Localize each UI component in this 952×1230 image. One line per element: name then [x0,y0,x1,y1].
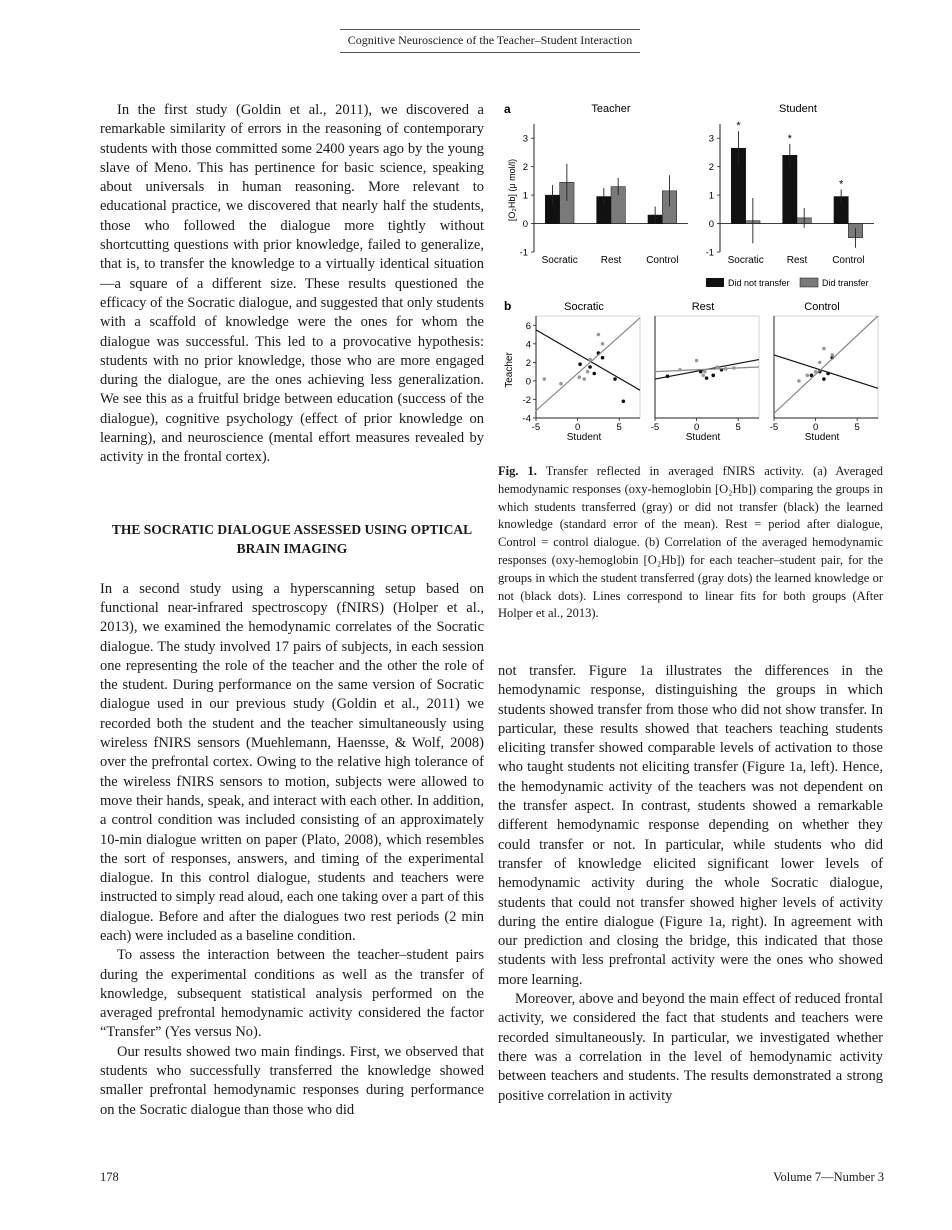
socratic-scatter-title: Socratic [564,301,604,313]
socratic-data-point [597,333,601,337]
socratic-data-point [577,375,581,379]
socratic-y-tick-label: 4 [525,339,531,351]
control-data-point [826,372,830,376]
control-x-tick-label: -5 [769,422,779,433]
socratic-x-tick-label: -5 [531,422,541,433]
paragraph: To assess the interaction between the teacher–student pairs during the experimental conditions as well as the transfer of knowledge, subsequent statistical analysis performed on the averaged prefrontal hemodynamic activity considered the factor “Transfer” (Yes versus No). [100,947,484,1041]
bar-y-axis-label: [O₂Hb] (μ mol/l) [507,158,517,222]
teacher-y-tick-label: 3 [522,133,528,145]
control-data-point [822,347,826,351]
paragraph: not transfer. Figure 1a illustrates the differences in the hemodynamic response, distinguishing the groups in which students showed transfer from those who did not show transfer. In particular, these results showed that teachers teaching students eliciting transfer showed comparable levels of activation to those who taught students not eliciting transfer (Figure 1a, left). Hence, the hemodynamic activity of the teachers was not dependent on the transfer aspect. In contrast, students showed a remarkable different hemodynamic response depending on whether they could transfer or not. In particular, while students who did transfer of knowledge elicited significant lower levels of hemodynamic activity during the whole Socratic dialogue, students that could not transfer showed higher levels of activity during the entire dialogue (Figure 1a, right). In agreement with our prediction and closing the bridge, this indicated that those students with less prefrontal activity were the ones who showed more learning. [498,663,883,988]
section-heading: THE SOCRATIC DIALOGUE ASSESSED USING OPTICAL BRAIN IMAGING [111,521,473,556]
legend-swatch-did-transfer [800,278,818,287]
socratic-data-point [592,372,596,376]
rest-data-point [724,367,728,371]
panel-a-label: a [504,102,511,116]
volume-info: Volume 7—Number 3 [773,1170,884,1184]
socratic-data-point [613,377,617,381]
teacher-y-tick-label: 2 [522,162,528,174]
paragraph: Our results showed two main findings. First, we observed that students who successfully transferred the knowledge showed smaller prefrontal hemodynamic responses during performance on the Socratic dialogue than those who did [100,1043,484,1118]
figure-caption [498,463,883,623]
socratic-data-point [543,377,547,381]
scatter-y-axis-label: Teacher [504,352,515,388]
legend-label-did-transfer: Did transfer [822,278,869,288]
paragraph: In the first study (Goldin et al., 2011), we discovered a remarkable similarity of errors in the reasoning of contemporary students with those committed some 2400 years ago by the young slave of Meno. This has pertinence for basic science, speaking about universals in human reasoning. More relevant to educational practice, we discovered that nearly half the students, those who followed the dialogue more tightly without shortcutting questions with prior knowledge, failed to generalize, that is, to transfer the knowledge to a virtually identical situation—a square of a different size. These results questioned the efficacy of the Socratic dialogue, and suggested that only students with a scaffold of knowledge were the ones for whom the dialogue was successful. This led to a provocative hypothesis: students with no prior knowledge, those who are more engaged during the dialogue, are the ones achieving less generalization. We see this as a fruitful bridge between education (success of the dialogue), cognitive psychology (effect of prior knowledge on learning), and neuroscience (mental effort measures revealed by activity in the frontal cortex). [100,102,484,466]
caption-text: Transfer reflected in averaged fNIRS activity. (a) Averaged hemodynamic responses (oxy-hemoglobin [O₂Hb]) comparing the groups in which students transferred (gray) or did not transfer (black) the learned knowledge (standard error of the mean). Rest = period after dialogue, Control = control dialogue. (b) Correlation of the averaged hemodynamic responses (oxy-hemoglobin [O₂Hb]) for each teacher–student pair, for the groups in which the student transferred (gray dots) the learned knowledge or not (black dots). Lines correspond to linear fits for both groups (After Holper et al., 2013). [498,464,884,621]
student-significance-marker: * [839,178,844,191]
teacher-y-tick-label: 0 [522,219,528,231]
caption-label: Fig. 1. [498,464,537,478]
charts-layer [520,120,878,433]
control-data-point [830,353,834,357]
rest-data-point [705,376,709,380]
rest-data-point [666,374,670,378]
student-category-label: Control [832,255,865,266]
rest-x-axis-label: Student [685,432,721,443]
rest-x-tick-label: 5 [735,422,741,433]
control-x-axis-label: Student [804,432,840,443]
legend-label-did-not-transfer: Did not transfer [728,278,790,288]
socratic-data-point [582,377,586,381]
rest-fit-line [655,367,759,372]
socratic-fit-line [536,330,640,390]
student-chart-title: Student [779,103,817,115]
teacher-y-tick-label: 1 [522,190,528,202]
teacher-category-label: Socratic [541,255,578,266]
socratic-y-tick-label: -4 [522,413,531,425]
socratic-y-tick-label: 2 [525,357,531,369]
socratic-data-point [578,362,582,366]
rest-data-point [699,370,703,374]
socratic-data-point [588,358,592,362]
socratic-fit-line [536,318,640,411]
control-data-point [818,361,822,365]
student-y-tick-label: 3 [708,133,714,145]
socratic-data-point [601,356,605,360]
rest-x-tick-label: 0 [693,422,700,433]
socratic-y-tick-label: 6 [525,320,531,332]
student-category-label: Rest [786,255,808,266]
socratic-x-axis-label: Student [566,432,602,443]
student-significance-marker: * [736,120,741,133]
socratic-y-tick-label: 0 [525,376,531,388]
socratic-data-point [601,342,605,346]
legend-swatch-did-not-transfer [706,278,724,287]
control-x-tick-label: 0 [812,422,819,433]
student-significance-marker: * [787,132,792,145]
socratic-data-point [559,382,563,386]
socratic-x-tick-label: 5 [616,422,622,433]
rest-data-point [695,359,699,363]
rest-data-point [703,370,707,374]
legend [706,278,869,288]
teacher-category-label: Control [646,255,679,266]
socratic-data-point [588,365,592,369]
paragraph: In a second study using a hyperscanning setup based on functional near-infrared spectroscopy (fNIRS) (Holper et al., 2013), we examined the hemodynamic correlates of the Socratic dialogue. The study involved 17 pairs of subjects, in each session one representing the role of the teacher and the other the role of the student. During performance on the same version of Socratic dialogue used in our previous study (Goldin et al., 2011) we recorded both the student and the teacher simultaneously using wireless fNIRS sensors (Muehlemann, Haensse, & Wolf, 2008) over the prefrontal cortex. Owing to the relative high tolerance of the wireless fNIRS sensors to motion, subjects were allowed to move their hands, speak, and interact with each other. In addition, a control condition was included consisting of an approximately 10-min dialogue written on paper (Plato, 2008), which resembles the sort of responses, answers, and timing of the experimental dialogue. In this control dialogue, students and teachers were instructed to simply read aloud, each one taking over a part of this dialogue. Before and after the dialogues two rest periods (2 min each) were included as a baseline condition. [100,580,484,944]
student-y-tick-label: 2 [708,162,714,174]
rest-plot-frame [655,316,759,418]
control-scatter-title: Control [804,301,840,313]
figure-1-graphic [498,100,890,450]
control-data-point [822,377,826,381]
control-fit-line [774,355,878,388]
figure-1 [498,100,890,450]
paragraph: Moreover, above and beyond the main effect of reduced frontal activity, we considered the fact that students and teachers were recorded simultaneously. In particular, we investigated whether there was a correlation in the level of hemodynamic activity between teachers and students. The results demonstrated a strong positive correlation in activity [498,991,883,1104]
rest-scatter-title: Rest [691,301,715,313]
right-column [498,662,883,1106]
control-data-point [805,374,809,378]
left-column [100,101,484,1120]
socratic-x-tick-label: 0 [574,422,581,433]
control-fit-line [774,316,878,413]
student-y-tick-label: -1 [705,247,714,259]
teacher-chart-title: Teacher [591,103,631,115]
rest-data-point [711,374,715,378]
running-header: Cognitive Neuroscience of the Teacher–Student Interaction [340,29,640,53]
rest-data-point [716,365,720,369]
control-data-point [814,370,818,374]
socratic-y-tick-label: -2 [522,394,531,406]
student-y-tick-label: 1 [708,190,714,202]
student-category-label: Socratic [727,255,764,266]
student-y-tick-label: 0 [708,219,714,231]
panel-b-label: b [504,299,512,313]
socratic-data-point [622,400,626,404]
rest-x-tick-label: -5 [650,422,660,433]
socratic-data-point [586,370,590,374]
teacher-category-label: Rest [600,255,622,266]
control-data-point [797,379,801,383]
rest-data-point [678,368,682,372]
control-x-tick-label: 5 [854,422,860,433]
rest-data-point [701,374,705,378]
page-number: 178 [100,1170,119,1184]
rest-data-point [732,366,736,370]
teacher-y-tick-label: -1 [519,247,528,259]
